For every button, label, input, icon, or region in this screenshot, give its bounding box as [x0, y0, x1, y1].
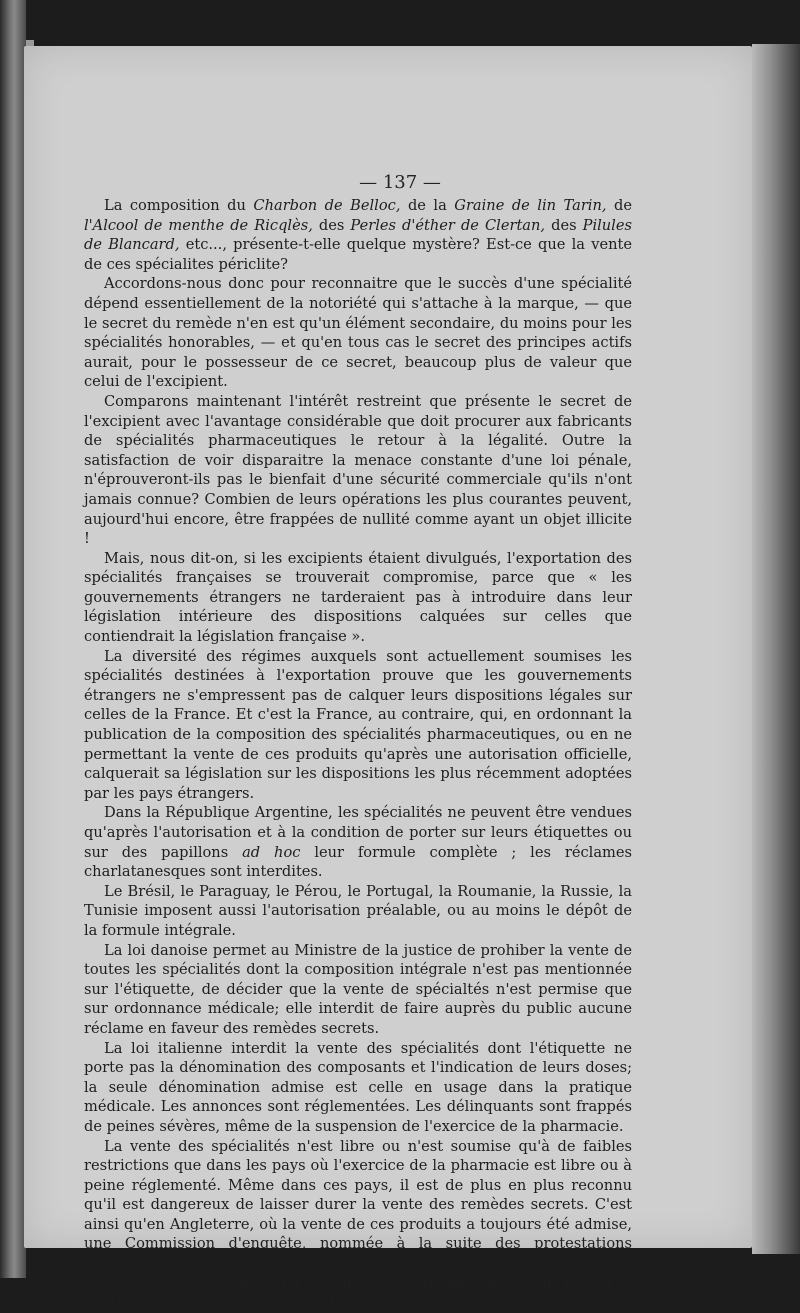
text-run: Comparons maintenant l'intérêt restreint que présente le secret de l'excipient avec l'avantage considérable que doit procurer aux fabricants de spécialités pharmaceutiques le retour à la légalité. Outre la satisfaction de voir disparaitre la menace constante d'une loi pénale, n'éprouveront-ils pas le bienfait d'une sécurité commerciale qu'ils n'ont jamais connue? Combien de leurs opérations les plus courantes peuvent, aujourd'hui encore, être frappées de nullité comme ayant un objet illicite !	[84, 392, 632, 548]
text-run: La loi danoise permet au Ministre de la justice de prohiber la vente de toutes les spécialités dont la composition intégrale n'est pas mentionnée sur l'étiquette, de décider que la vente de spécialtés n'est permise que sur ordonnance médicale; elle interdit de faire auprès du public aucune réclame en faveur des remèdes secrets.	[84, 941, 632, 1037]
text-run: Dans la République Argentine, les spécialités ne peuvent être vendues qu'après l'autorisation et à la condition de porter sur leurs étiquettes ou sur des papillons	[84, 804, 632, 861]
paragraph	[84, 392, 632, 549]
paragraph	[84, 1137, 632, 1313]
paragraph	[84, 803, 632, 881]
paragraph	[84, 1039, 632, 1137]
italic-text: Graine de lin Tarin,	[454, 197, 607, 214]
body-text	[84, 196, 632, 1313]
page-number: — 137 —	[359, 172, 441, 193]
paragraph	[84, 549, 632, 647]
text-run: Accordons-nous donc pour reconnaitre que le succès d'une spécialité dépend essentiellement de la notoriété qui s'attache à la marque, — que le secret du remède n'en est qu'un élément secondaire, du moins pour les spécialités honorables, — et qu'en tous cas le secret des principes actifs aurait, pour le possesseur de ce secret, beaucoup plus de valeur que celui de l'excipient.	[84, 275, 632, 391]
paragraph	[84, 196, 632, 274]
text-run: des	[312, 216, 351, 234]
italic-text: Perles d'éther de Clertan,	[350, 216, 546, 234]
paragraph	[84, 882, 632, 941]
text-run: La composition du	[104, 197, 254, 214]
italic-text: Charbon de Belloc,	[253, 197, 401, 214]
text-run: etc..., présente-t-elle quelque mystère? Est-ce que la vente de ces spécialites périclite?	[84, 236, 632, 273]
text-run: Mais, nous dit-on, si les excipients étaient divulgués, l'exportation des spécialités françaises se trouverait compromise, parce que « les gouvernements étrangers ne tarderaient pas à introduire dans leur législation intérieure des dispositions calquées sur celles que contiendrait la législation française ».	[84, 549, 632, 646]
text-run: La loi italienne interdit la vente des spécialités dont l'étiquette ne porte pas la dénomination des composants et l'indication de leurs doses; la seule dénomination admise est celle en usage dans la pratique médicale. Les annonces sont réglementées. Les délinquants sont frappés de peines sévères, même de la suspension de l'exercice de la pharmacie.	[84, 1039, 632, 1135]
text-run: La vente des spécialités n'est libre ou n'est soumise qu'à de faibles restrictions que dans les pays où l'exercice de la pharmacie est libre ou à peine réglementé. Même dans ces pays, il est de plus en plus reconnu qu'il est dangereux de laisser durer la vente des remèdes secrets. C'est ainsi qu'en Angleterre, où la vente de ces produits a toujours été admise, une Commission d'enquête, nommée à la suite des protestations unanimes des sociétés médicales et des sociétés pharmaceutiques, a conclu, il y a deux ans, qu'il y avait lieu de réglementer l'annonce et la vente des spécialités, d'interdire tous les remèdes secrets.	[84, 1137, 632, 1312]
text-run: Le Brésil, le Paraguay, le Pérou, le Portugal, la Roumanie, la Russie, la Tunisie imposent aussi l'autorisation préalable, ou au moins le dépôt de la formule intégrale.	[84, 882, 632, 939]
italic-text: l'Alcool de menthe de Ricqlès,	[84, 216, 313, 234]
text-run: La diversité des régimes auxquels sont actuellement soumises les spécialités destinées à l'exportation prouve que les gouvernements étrangers ne s'empressent pas de calquer leurs dispositions légales sur celles de la France. Et c'est la France, au contraire, qui, en ordonnant la publication de la composition des spécialités pharmaceutiques, ou en ne permettant la vente de ces produits qu'après une autorisation officielle, calquerait sa législation sur les dispositions les plus récemment adoptées par les pays étrangers.	[84, 647, 632, 802]
paragraph	[84, 274, 632, 392]
italic-text: Pilules de Blancard,	[84, 216, 632, 254]
text-run: de	[606, 197, 632, 214]
paragraph	[84, 647, 632, 804]
text-run: de la	[400, 197, 455, 214]
italic-text: ad hoc	[242, 843, 301, 861]
paragraph	[84, 941, 632, 1039]
text-run: des	[545, 216, 583, 234]
text-run: leur formule complète ; les réclames charlatanesques sont interdites.	[84, 843, 632, 881]
page-fore-edge	[752, 44, 800, 1254]
